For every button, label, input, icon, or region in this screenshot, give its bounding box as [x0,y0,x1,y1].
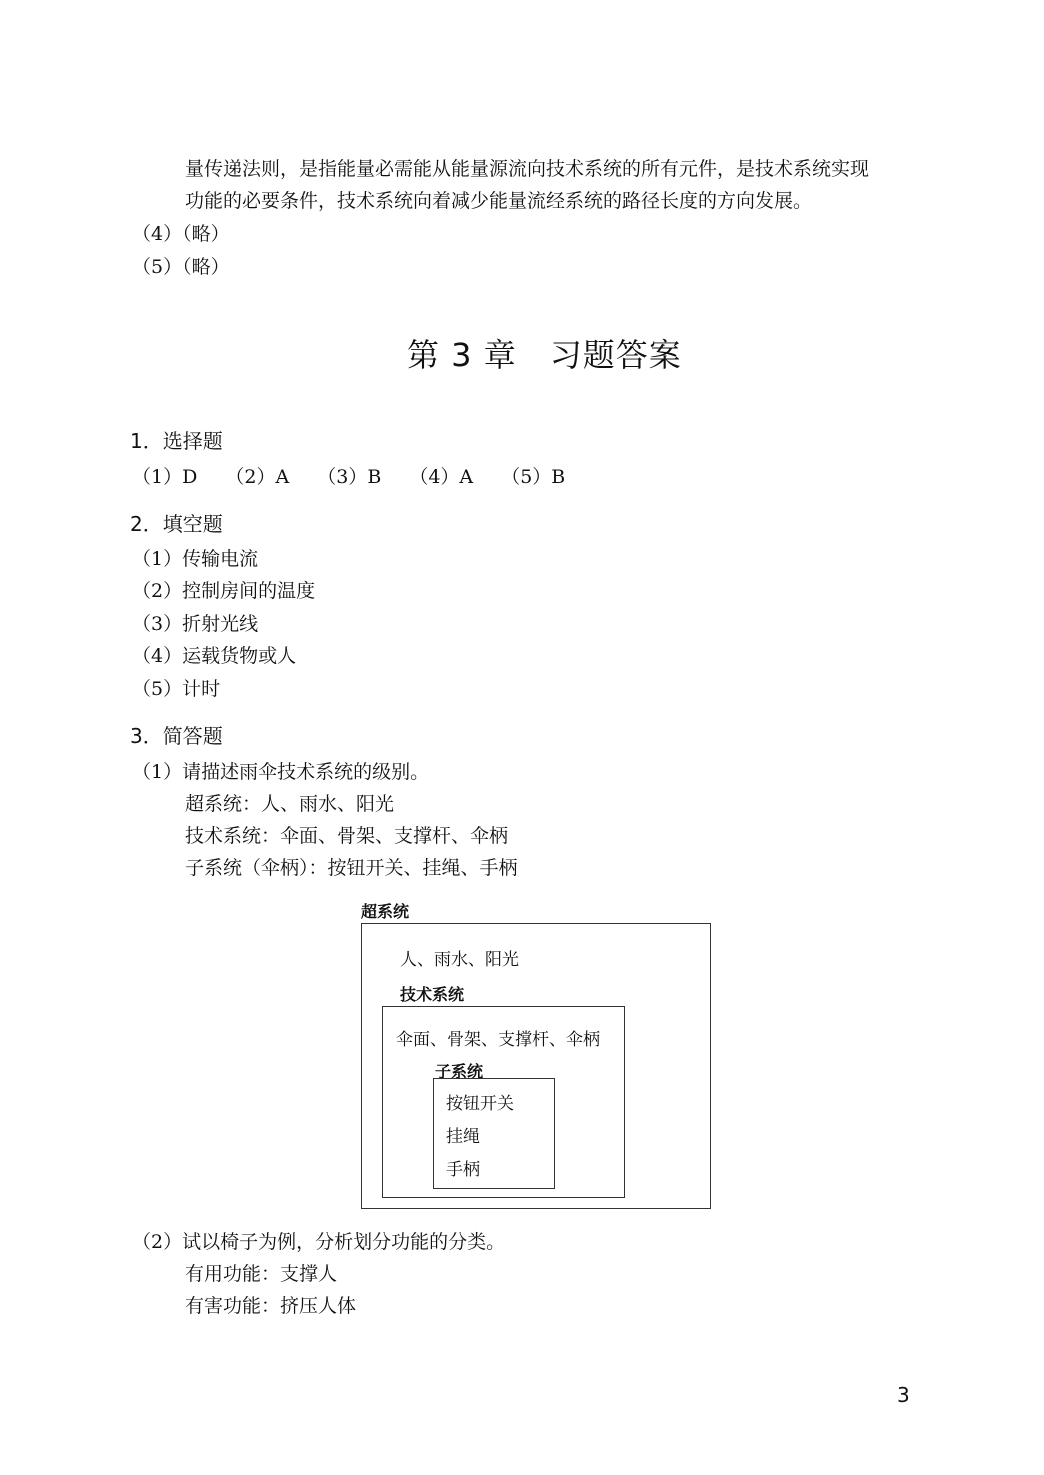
intro-line-1: 量传递法则，是指能量必需能从能量源流向技术系统的所有元件，是技术系统实现 [185,158,870,180]
choice-answer: （3）B [317,466,382,488]
choice-answer: （5）B [501,466,566,488]
fill-answer: （4）运载货物或人 [132,645,297,667]
intro-line-2: 功能的必要条件，技术系统向着减少能量流经系统的路径长度的方向发展。 [185,190,813,212]
fill-answer: （5）计时 [132,678,221,700]
section-1-heading: 1．选择题 [130,429,223,453]
answer-line: 有害功能：挤压人体 [185,1295,357,1317]
sub-system-item: 按钮开关 [446,1094,514,1114]
answer-line: 技术系统：伞面、骨架、支撑杆、伞柄 [185,825,509,847]
fill-answer: （1）传输电流 [132,548,259,570]
choice-answer: （4）A [409,466,474,488]
answer-line: 超系统：人、雨水、阳光 [185,793,395,815]
sub-system-label: 子系统 [435,1062,484,1081]
question-2: （2）试以椅子为例，分析划分功能的分类。 [132,1231,506,1253]
intro-item-5: （5）（略） [132,256,230,278]
answer-line: 有用功能：支撑人 [185,1263,338,1285]
fill-answer: （2）控制房间的温度 [132,580,316,602]
intro-item-4: （4）（略） [132,223,230,245]
chapter-title: 第 3 章 习题答案 [407,336,682,374]
choice-answers [132,468,587,487]
tech-system-content: 伞面、骨架、支撑杆、伞柄 [396,1030,600,1050]
page-number: 3 [897,1383,910,1407]
sub-system-item: 挂绳 [446,1127,480,1147]
choice-answer: （1）D [132,466,198,488]
super-system-content: 人、雨水、阳光 [400,950,519,970]
fill-answer: （3）折射光线 [132,613,259,635]
answer-line: 子系统（伞柄）：按钮开关、挂绳、手柄 [185,857,518,879]
sub-system-item: 手柄 [446,1160,480,1180]
question-1: （1）请描述雨伞技术系统的级别。 [132,761,430,783]
super-system-label: 超系统 [361,902,410,921]
section-2-heading: 2．填空题 [130,512,223,536]
tech-system-label: 技术系统 [400,985,465,1004]
section-3-heading: 3．简答题 [130,724,223,748]
choice-answer: （2）A [225,466,290,488]
